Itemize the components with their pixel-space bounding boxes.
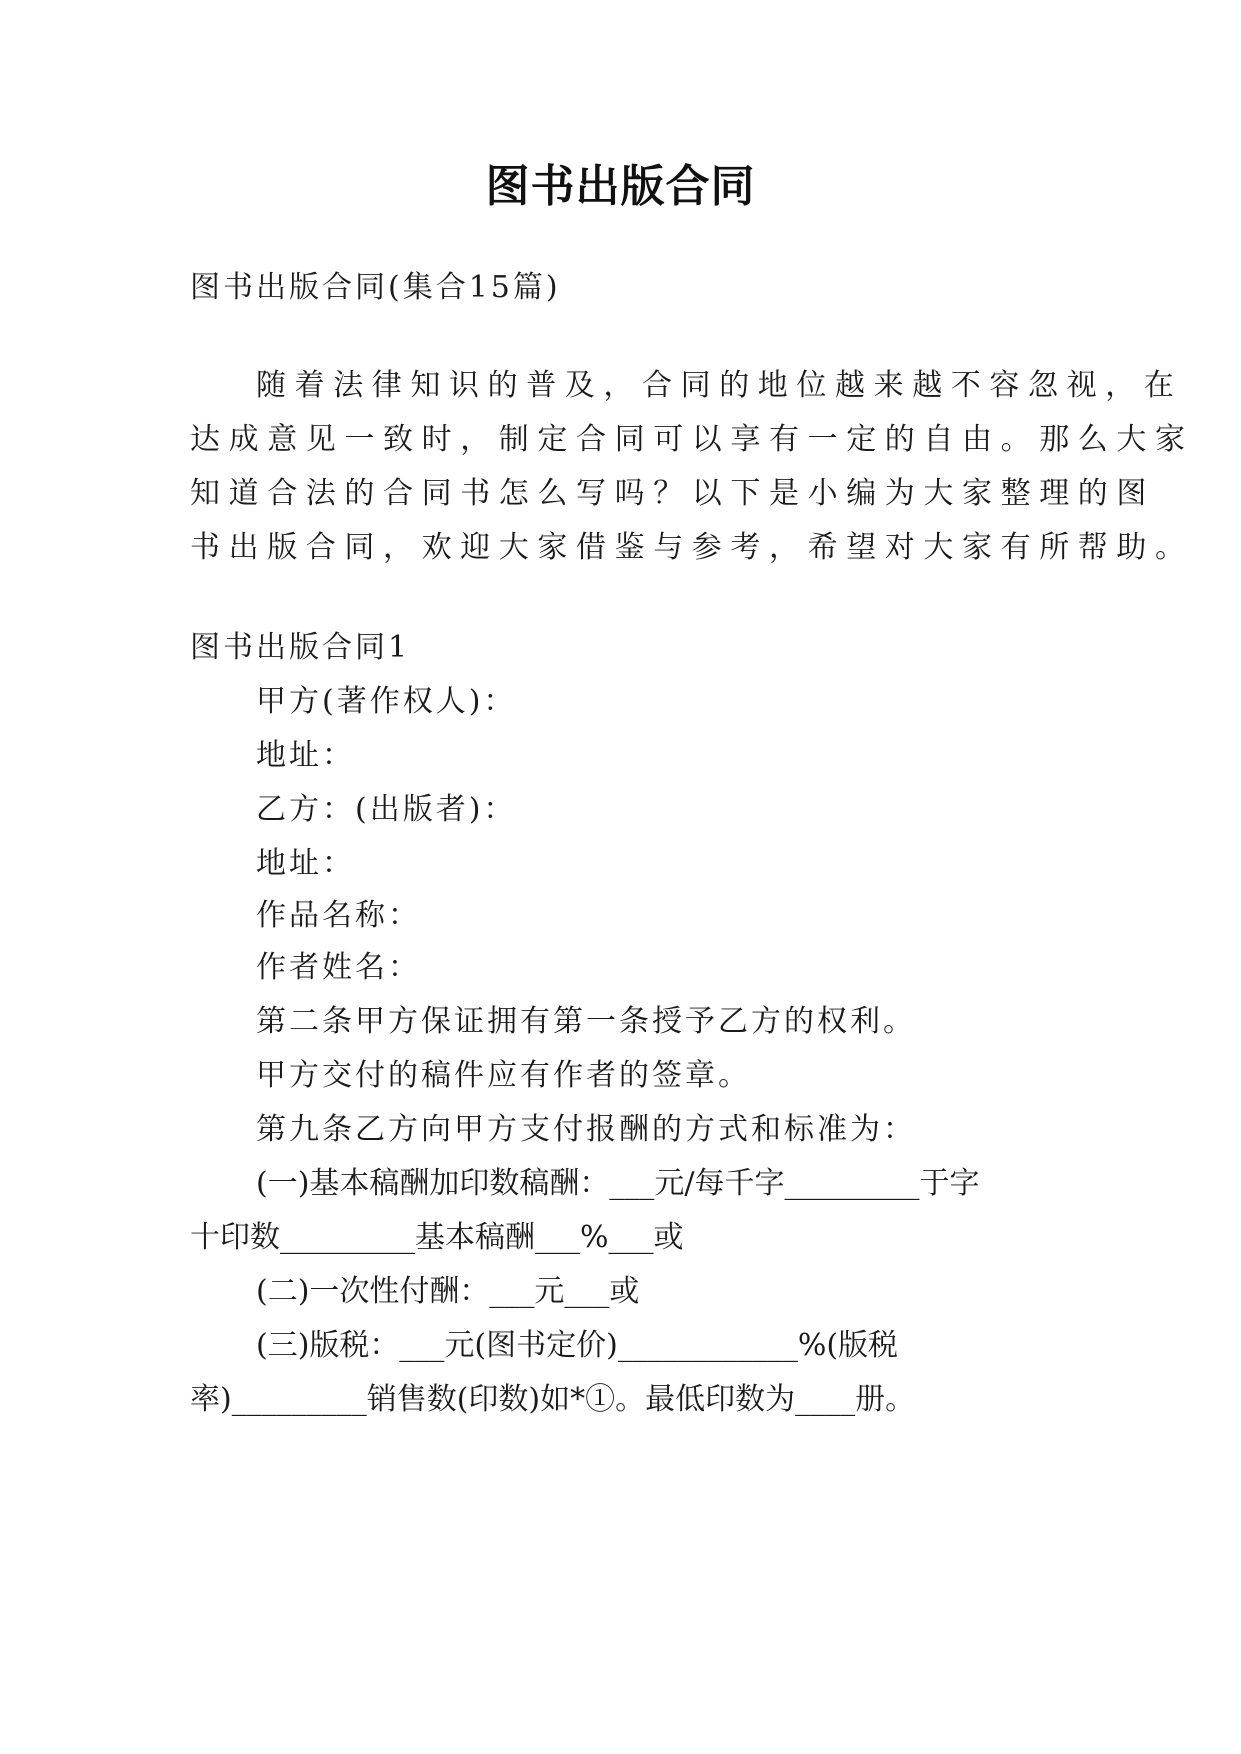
intro-line-3: 知道合法的合同书怎么写吗？以下是小编为大家整理的图 bbox=[190, 476, 1155, 511]
clause-line: 十印数_________基本稿酬___%___或 bbox=[190, 1220, 684, 1255]
document-title: 图书出版合同 bbox=[485, 161, 756, 212]
intro-line-4: 书出版合同，欢迎大家借鉴与参考，希望对大家有所帮助。 bbox=[190, 530, 1194, 565]
clause-line: (二)一次性付酬：___元___或 bbox=[256, 1274, 640, 1309]
clause-line: 乙方：(出版者)： bbox=[256, 792, 517, 827]
intro-line-1: 随着法律知识的普及，合同的地位越来越不容忽视，在 bbox=[256, 368, 1183, 403]
clause-line: (一)基本稿酬加印数稿酬：___元/每千字_________于字 bbox=[256, 1166, 980, 1201]
clause-line: 地址： bbox=[256, 738, 355, 773]
clause-line: 地址： bbox=[256, 846, 355, 881]
clause-line: 作品名称： bbox=[256, 898, 421, 933]
clause-line: 作者姓名： bbox=[256, 950, 421, 985]
section-heading: 图书出版合同1 bbox=[190, 630, 411, 665]
clause-line: (三)版税：___元(图书定价)____________%(版税 bbox=[256, 1328, 899, 1363]
clause-line: 率)_________销售数(印数)如*①。最低印数为____册。 bbox=[190, 1382, 916, 1417]
clause-line: 第九条乙方向甲方支付报酬的方式和标准为： bbox=[256, 1112, 916, 1147]
intro-line-2: 达成意见一致时，制定合同可以享有一定的自由。那么大家 bbox=[190, 422, 1194, 457]
clause-line: 甲方交付的稿件应有作者的签章。 bbox=[256, 1058, 751, 1093]
clause-line: 甲方(著作权人)： bbox=[256, 684, 517, 719]
document-subtitle: 图书出版合同(集合15篇) bbox=[190, 270, 561, 305]
clause-line: 第二条甲方保证拥有第一条授予乙方的权利。 bbox=[256, 1004, 916, 1039]
